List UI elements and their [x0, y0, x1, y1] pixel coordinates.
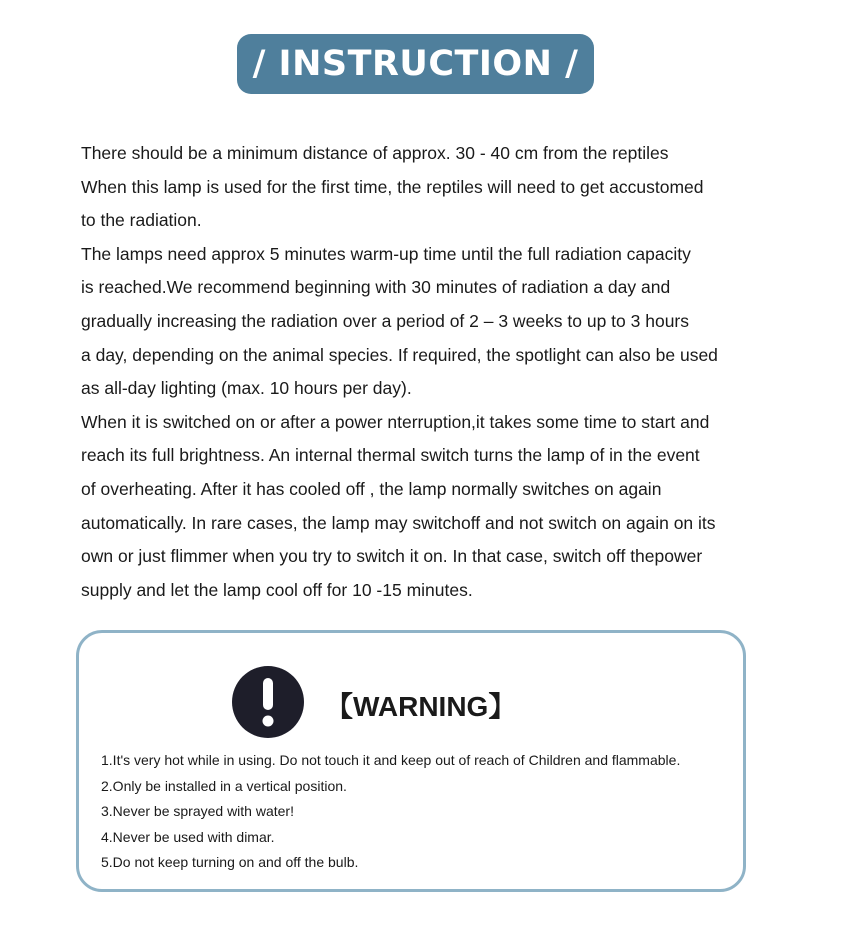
instruction-line: The lamps need approx 5 minutes warm-up time until the full radiation capacity: [81, 243, 691, 264]
instruction-line: When this lamp is used for the first time, the reptiles will need to get accustomed: [81, 176, 704, 197]
warning-item: 3.Never be sprayed with water!: [101, 803, 294, 819]
instruction-line: of overheating. After it has cooled off , the lamp normally switches on again: [81, 478, 662, 499]
instruction-line: supply and let the lamp cool off for 10 -15 minutes.: [81, 579, 473, 600]
instruction-line: a day, depending on the animal species. If required, the spotlight can also be used: [81, 344, 718, 365]
instruction-line: When it is switched on or after a power nterruption,it takes some time to start and: [81, 411, 710, 432]
instruction-line: own or just flimmer when you try to switch it on. In that case, switch off thepower: [81, 546, 703, 567]
warning-item: 2.Only be installed in a vertical position.: [101, 777, 347, 794]
instruction-text: [81, 137, 781, 607]
instruction-line: automatically. In rare cases, the lamp may switchoff and not switch on again on its: [81, 512, 716, 533]
instruction-line: gradually increasing the radiation over a period of 2 – 3 weeks to up to 3 hours: [81, 310, 690, 331]
instruction-line: There should be a minimum distance of approx. 30 - 40 cm from the reptiles: [81, 143, 669, 163]
title-banner: [237, 34, 594, 94]
warning-item: 5.Do not keep turning on and off the bulb.: [101, 854, 359, 870]
instruction-line: to the radiation.: [81, 210, 202, 231]
instruction-line: as all-day lighting (max. 10 hours per day).: [81, 378, 412, 399]
warning-item: 1.It's very hot while in using. Do not touch it and keep out of reach of Children and flammable.: [101, 752, 681, 768]
instruction-line: is reached.We recommend beginning with 30 minutes of radiation a day and: [81, 277, 671, 298]
instruction-line: reach its full brightness. An internal thermal switch turns the lamp of in the event: [81, 445, 700, 466]
warning-box: [76, 630, 746, 892]
page-title: / INSTRUCTION /: [252, 44, 579, 84]
exclamation-circle-icon: [232, 666, 304, 738]
warning-title: 【WARNING】: [325, 691, 517, 722]
warning-list: [101, 748, 741, 876]
warning-item: 4.Never be used with dimar.: [101, 828, 275, 845]
